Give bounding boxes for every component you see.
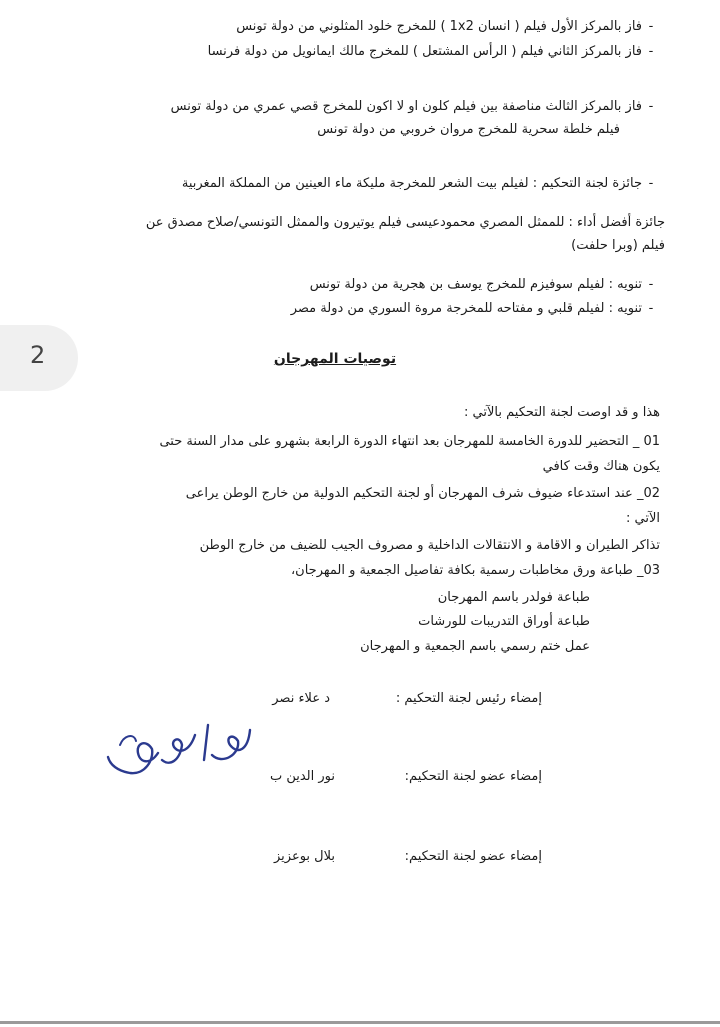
recommendation-3: 03_ طباعة ورق مخاطبات رسمية بكافة تفاصيل الجمعية و المهرجان، <box>290 563 660 578</box>
recommendation-2-line2: الآتي : <box>626 511 660 526</box>
mention-second: -تنويه : لفيلم قلبي و مفتاحه للمخرجة مروة السوري من دولة مصر <box>290 301 654 316</box>
recommendation-2-line1: 02_ عند استدعاء ضيوف شرف المهرجان أو لجنة التحكيم الدولية من خارج الوطن يراعى <box>185 486 660 501</box>
member1-name: نور الدين ب <box>269 769 335 784</box>
recommendation-2-line3: تذاكر الطيران و الاقامة و الانتقالات الداخلية و مصروف الجيب للضيف من خارج الوطن <box>199 538 660 553</box>
section-title: توصيات المهرجان <box>273 351 397 367</box>
member1-signature-label: إمضاء عضو لجنة التحكيم: <box>404 769 542 784</box>
recommendation-1-line2: يكون هناك وقت كافي <box>542 459 660 474</box>
award-first: -فاز بالمركز الأول فيلم ( انسان 1x2 ) للمخرج خلود المثلوني من دولة تونس <box>236 19 654 34</box>
member2-name: بلال بوعزيز <box>273 849 335 864</box>
page-number: 2 <box>30 341 46 369</box>
mention-first: -تنويه : لفيلم سوفيزم للمخرج يوسف بن هجرية من دولة تونس <box>309 277 654 292</box>
award-best-actor-line2: فيلم (وبرا حلفت) <box>571 238 665 253</box>
president-name: د علاء نصر <box>272 691 330 706</box>
bottom-edge <box>0 1021 720 1024</box>
award-third-line2: فيلم خلطة سحرية للمخرج مروان خروبي من دولة تونس <box>317 122 620 137</box>
president-signature-label: إمضاء رئيس لجنة التحكيم : <box>395 691 542 706</box>
member2-signature-label: إمضاء عضو لجنة التحكيم: <box>404 849 542 864</box>
recommendation-3-item-a: طباعة فولدر باسم المهرجان <box>437 590 590 605</box>
handwritten-signature <box>100 705 260 799</box>
award-jury-prize: -جائزة لجنة التحكيم : لفيلم بيت الشعر للمخرجة مليكة ماء العينين من المملكة المغربية <box>181 176 654 191</box>
award-third-line1: -فاز بالمركز الثالث مناصفة بين فيلم كلون او لا اكون للمخرج قصي عمري من دولة تونس <box>170 99 654 114</box>
award-second: -فاز بالمركز الثاني فيلم ( الرأس المشتعل ) للمخرج مالك ايمانويل من دولة فرنسا <box>207 44 654 59</box>
award-best-actor-line1: جائزة أفضل أداء : للممثل المصري محمودعيسى فيلم يوتيرون والممثل التونسي/صلاح مصدق عن <box>145 215 665 230</box>
recommendation-1-line1: 01 _ التحضير للدورة الخامسة للمهرجان بعد انتهاء الدورة الرابعة بشهرو على مدار السنة حتى <box>159 434 660 449</box>
recommendations-intro: هذا و قد اوصت لجنة التحكيم بالآتي : <box>464 405 660 420</box>
recommendation-3-item-c: عمل ختم رسمي باسم الجمعية و المهرجان <box>360 639 590 654</box>
recommendation-3-item-b: طباعة أوراق التدريبات للورشات <box>418 614 590 629</box>
